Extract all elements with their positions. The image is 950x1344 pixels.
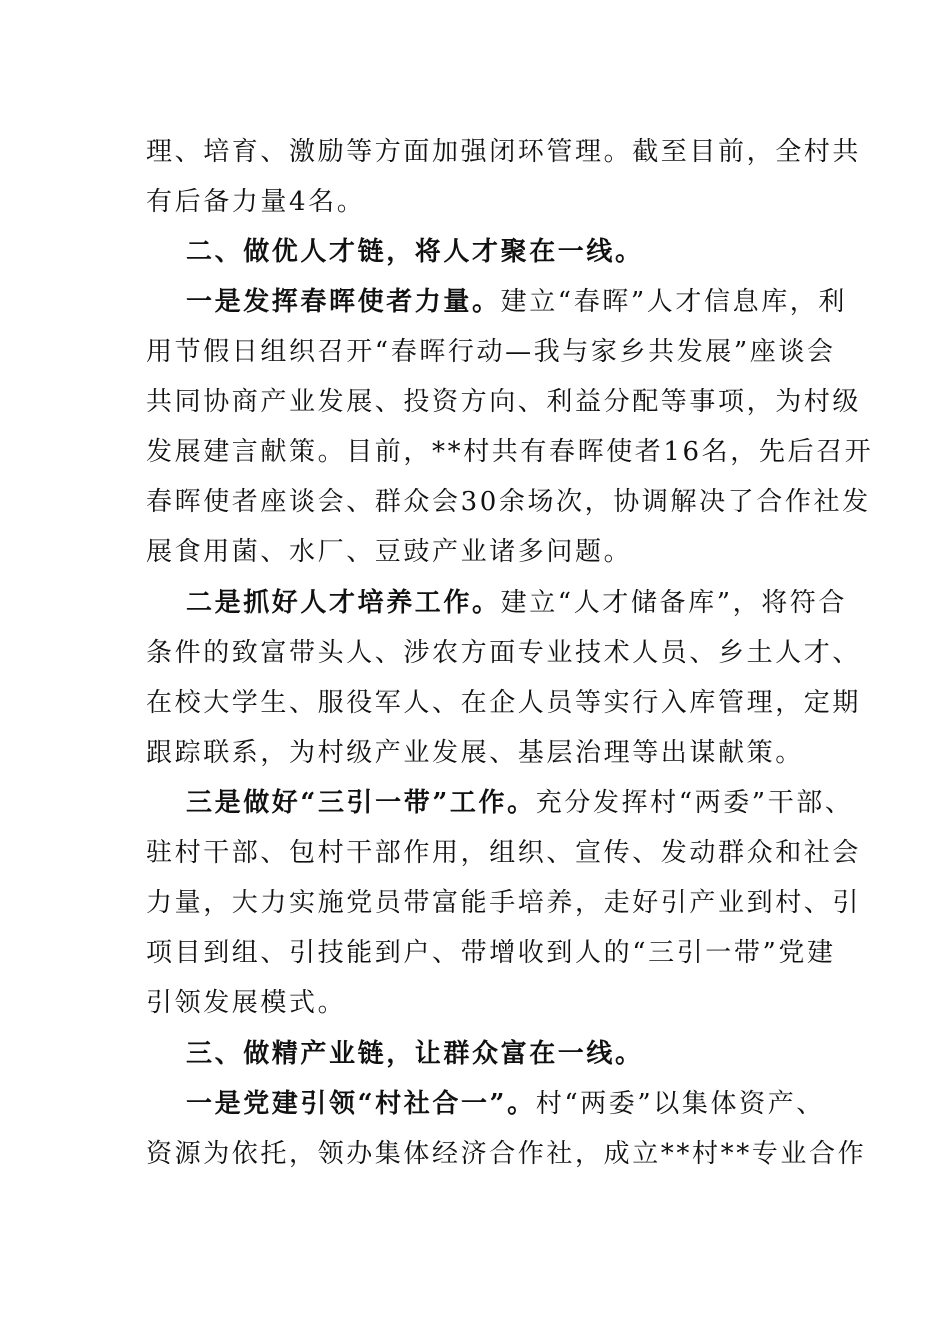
paragraph-line: 共同协商产业发展、投资方向、利益分配等事项，为村级 — [146, 387, 862, 417]
paragraph-line — [186, 287, 847, 317]
paragraph-line — [186, 588, 847, 618]
paragraph-line: 引领发展模式。 — [146, 988, 347, 1018]
section-heading-industry-chain: 三、做精产业链，让群众富在一线。 — [186, 1039, 644, 1069]
paragraph-line: 展食用菌、水厂、豆豉产业诸多问题。 — [146, 537, 633, 567]
paragraph-line: 理、培育、激励等方面加强闭环管理。截至目前，全村共 — [146, 137, 862, 167]
paragraph-line: 条件的致富带头人、涉农方面专业技术人员、乡土人才、 — [146, 638, 862, 668]
lead-phrase: 一是党建引领“村社合一”。 — [186, 1089, 536, 1119]
paragraph-line: 在校大学生、服役军人、在企人员等实行入库管理，定期 — [146, 688, 862, 718]
lead-phrase: 二是抓好人才培养工作。 — [186, 588, 501, 618]
paragraph-line: 驻村干部、包村干部作用，组织、宣传、发动群众和社会 — [146, 838, 862, 868]
paragraph-line: 有后备力量4名。 — [146, 187, 366, 217]
paragraph-line: 发展建言献策。目前，**村共有春晖使者16名，先后召开 — [146, 437, 874, 467]
line-text: 村“两委”以集体资产、 — [535, 1089, 825, 1119]
paragraph-line: 跟踪联系，为村级产业发展、基层治理等出谋献策。 — [146, 738, 804, 768]
paragraph-line: 资源为依托，领办集体经济合作社，成立**村**专业合作 — [146, 1139, 867, 1169]
line-text: 建立“人才储备库”，将符合 — [500, 588, 847, 618]
paragraph-line: 用节假日组织召开“春晖行动—我与家乡共发展”座谈会 — [146, 337, 836, 367]
paragraph-line: 力量，大力实施党员带富能手培养，走好引产业到村、引 — [146, 888, 862, 918]
line-text: 充分发挥村“两委”干部、 — [535, 788, 854, 818]
paragraph-line: 春晖使者座谈会、群众会30余场次，协调解决了合作社发 — [146, 487, 871, 517]
section-heading-talent-chain: 二、做优人才链，将人才聚在一线。 — [186, 237, 644, 267]
paragraph-line — [186, 1089, 825, 1119]
lead-phrase: 三是做好“三引一带”工作。 — [186, 788, 536, 818]
line-text: 建立“春晖”人才信息库，利 — [500, 287, 847, 317]
lead-phrase: 一是发挥春晖使者力量。 — [186, 287, 501, 317]
paragraph-line: 项目到组、引技能到户、带增收到人的“三引一带”党建 — [146, 938, 836, 968]
paragraph-line — [186, 788, 854, 818]
